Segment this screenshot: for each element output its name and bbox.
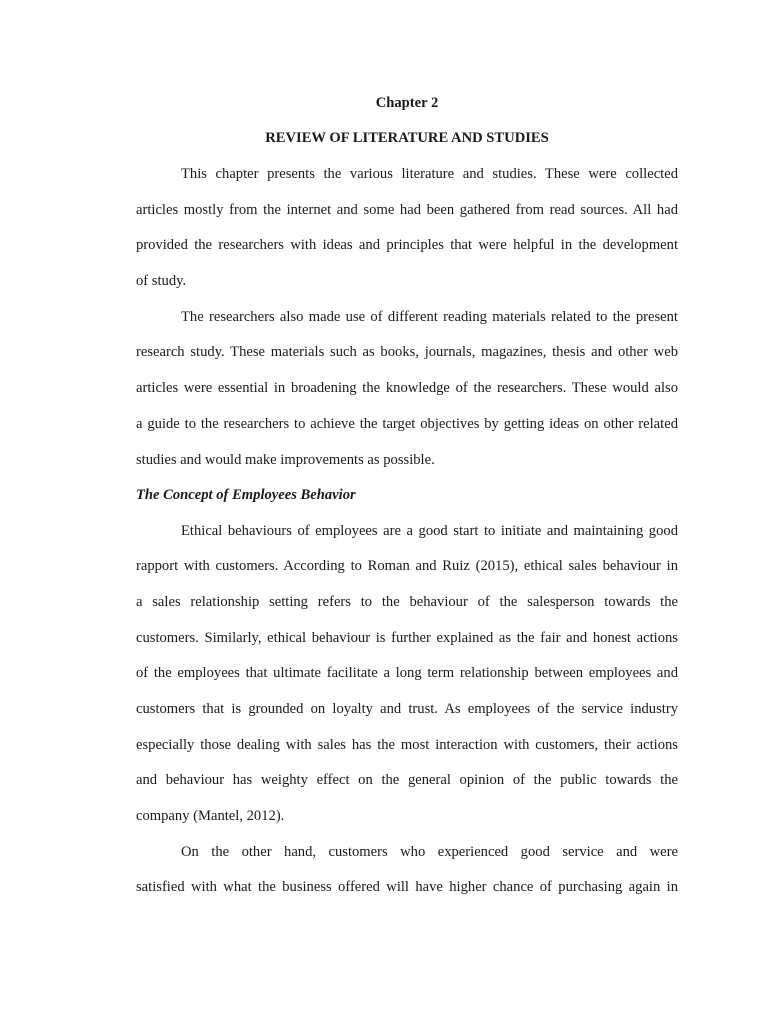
paragraph-line: provided the researchers with ideas and principles that were helpful in the development	[136, 237, 678, 253]
paragraph-line: of study.	[136, 273, 187, 289]
paragraph-line: Ethical behaviours of employees are a good start to initiate and maintaining good	[181, 523, 678, 539]
section-heading: The Concept of Employees Behavior	[136, 487, 356, 503]
chapter-label: Chapter 2	[375, 95, 439, 111]
paragraph-line: customers. Similarly, ethical behaviour is further explained as the fair and honest actions	[136, 630, 678, 646]
paragraph-line: articles were essential in broadening the knowledge of the researchers. These would also	[136, 380, 678, 396]
paragraph-line: research study. These materials such as books, journals, magazines, thesis and other web	[136, 344, 678, 360]
chapter-title: REVIEW OF LITERATURE AND STUDIES	[265, 130, 549, 146]
paragraph-line: This chapter presents the various literature and studies. These were collected	[181, 166, 678, 182]
paragraph-line: a guide to the researchers to achieve the target objectives by getting ideas on other related	[136, 416, 678, 432]
paragraph-line: rapport with customers. According to Roman and Ruiz (2015), ethical sales behaviour in	[136, 558, 678, 574]
paragraph-line: company (Mantel, 2012).	[136, 808, 285, 824]
paragraph-line: customers that is grounded on loyalty and trust. As employees of the service industry	[136, 701, 678, 717]
paragraph-line: studies and would make improvements as possible.	[136, 452, 435, 468]
paragraph-line: On the other hand, customers who experienced good service and were	[181, 844, 678, 860]
paragraph-line: a sales relationship setting refers to the behaviour of the salesperson towards the	[136, 594, 678, 610]
paragraph-line: especially those dealing with sales has the most interaction with customers, their actions	[136, 737, 678, 753]
paragraph-line: articles mostly from the internet and some had been gathered from read sources. All had	[136, 202, 678, 218]
paragraph-line: of the employees that ultimate facilitate a long term relationship between employees and	[136, 665, 678, 681]
paragraph-line: The researchers also made use of different reading materials related to the present	[181, 309, 678, 325]
paragraph-line: satisfied with what the business offered will have higher chance of purchasing again in	[136, 879, 678, 895]
paragraph-line: and behaviour has weighty effect on the general opinion of the public towards the	[136, 772, 678, 788]
